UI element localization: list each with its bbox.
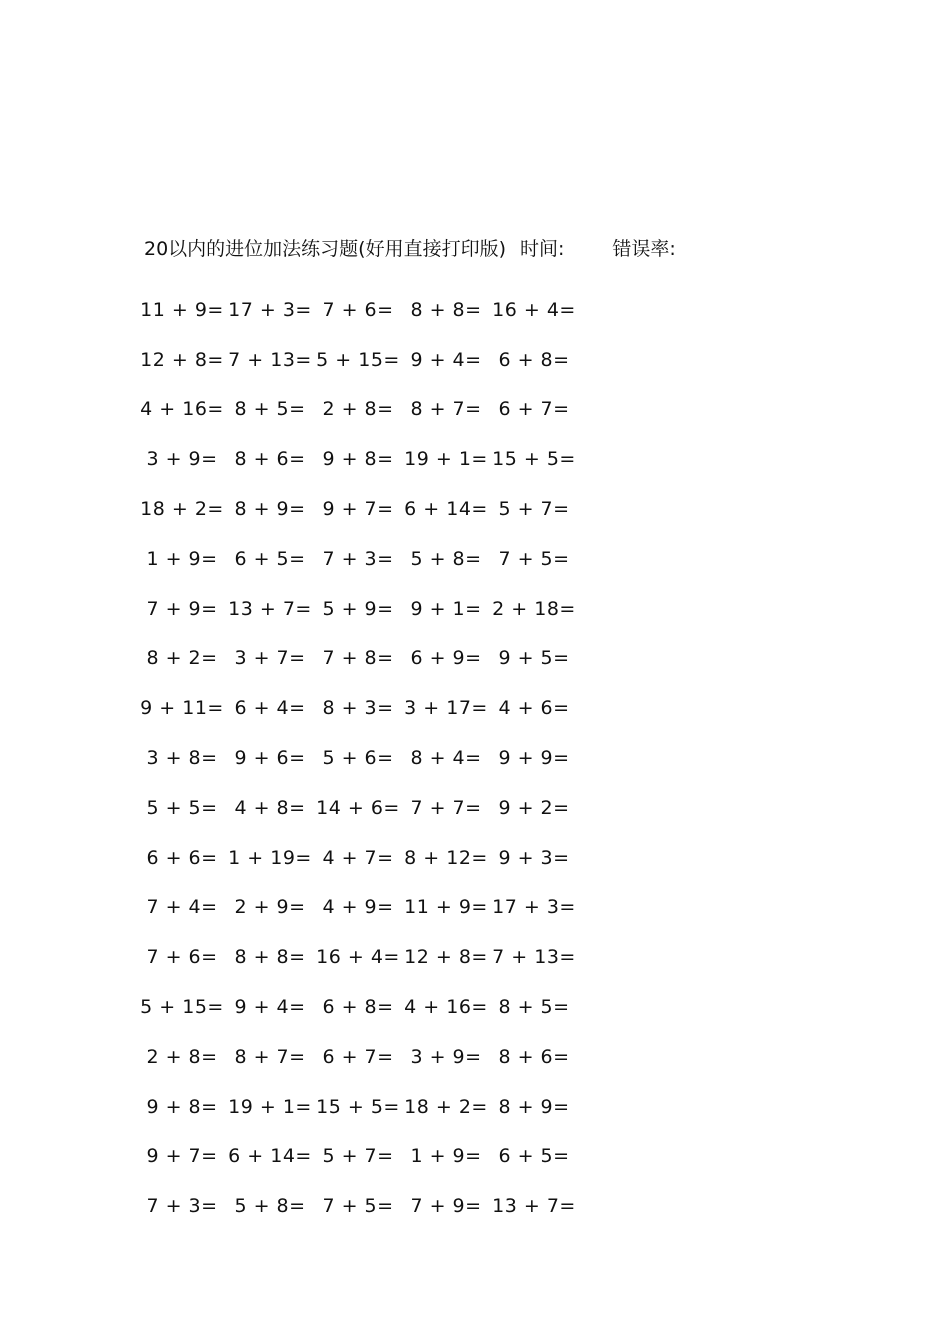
addition-problem: 8 + 4= (410, 747, 482, 770)
addition-problem: 6 + 14= (228, 1145, 312, 1168)
addition-problem: 4 + 6= (498, 697, 570, 720)
addition-problem: 5 + 15= (140, 996, 224, 1019)
addition-problem: 8 + 8= (234, 946, 306, 969)
problem-row (138, 1181, 598, 1231)
addition-problem: 6 + 5= (234, 547, 306, 570)
addition-problem: 18 + 2= (140, 498, 224, 521)
addition-problem: 8 + 7= (410, 398, 482, 421)
addition-problem: 7 + 7= (410, 796, 482, 819)
page-title: 20以内的进位加法练习题(好用直接打印版) (144, 238, 507, 260)
addition-problem: 14 + 6= (316, 796, 400, 819)
addition-problem: 6 + 8= (498, 348, 570, 371)
problem-row (138, 634, 598, 684)
addition-problem: 3 + 7= (234, 647, 306, 670)
addition-problem: 7 + 13= (492, 946, 576, 969)
addition-problem: 2 + 9= (234, 896, 306, 919)
addition-problem: 3 + 9= (410, 1045, 482, 1068)
addition-problem: 9 + 5= (498, 647, 570, 670)
addition-problem: 3 + 17= (404, 697, 488, 720)
problem-row (138, 683, 598, 733)
addition-problem: 7 + 5= (322, 1195, 394, 1218)
addition-problem: 1 + 19= (228, 846, 312, 869)
problem-row (138, 385, 598, 435)
addition-problem: 4 + 16= (404, 996, 488, 1019)
addition-problem: 7 + 5= (498, 547, 570, 570)
addition-problem: 11 + 9= (404, 896, 488, 919)
addition-problem: 16 + 4= (492, 298, 576, 321)
problem-row (138, 733, 598, 783)
addition-problem: 17 + 3= (228, 298, 312, 321)
problem-row (138, 982, 598, 1032)
addition-problem: 1 + 9= (410, 1145, 482, 1168)
addition-problem: 5 + 9= (322, 597, 394, 620)
addition-problem: 3 + 8= (146, 747, 218, 770)
addition-problem: 8 + 6= (498, 1045, 570, 1068)
addition-problem: 2 + 8= (322, 398, 394, 421)
addition-problem: 13 + 7= (228, 597, 312, 620)
addition-problem: 7 + 4= (146, 896, 218, 919)
addition-problem: 5 + 15= (316, 348, 400, 371)
addition-problem: 6 + 8= (322, 996, 394, 1019)
addition-problem: 8 + 12= (404, 846, 488, 869)
addition-problem: 4 + 16= (140, 398, 224, 421)
addition-problem: 7 + 3= (146, 1195, 218, 1218)
addition-problem: 4 + 9= (322, 896, 394, 919)
addition-problem: 6 + 14= (404, 498, 488, 521)
addition-problem: 15 + 5= (492, 448, 576, 471)
problem-row (138, 1082, 598, 1132)
addition-problem: 5 + 7= (322, 1145, 394, 1168)
addition-problem: 9 + 9= (498, 747, 570, 770)
addition-problem: 9 + 4= (410, 348, 482, 371)
addition-problem: 9 + 8= (322, 448, 394, 471)
addition-problem: 8 + 6= (234, 448, 306, 471)
problem-row (138, 335, 598, 385)
addition-problem: 5 + 7= (498, 498, 570, 521)
problem-row (138, 285, 598, 335)
addition-problem: 9 + 4= (234, 996, 306, 1019)
error-rate-label: 错误率: (612, 238, 676, 260)
addition-problem: 9 + 8= (146, 1095, 218, 1118)
addition-problem: 8 + 5= (498, 996, 570, 1019)
addition-problem: 19 + 1= (228, 1095, 312, 1118)
addition-problem: 8 + 2= (146, 647, 218, 670)
addition-problem: 9 + 1= (410, 597, 482, 620)
problem-row (138, 932, 598, 982)
addition-problem: 19 + 1= (404, 448, 488, 471)
problem-row (138, 883, 598, 933)
addition-problem: 5 + 8= (234, 1195, 306, 1218)
addition-problem: 4 + 8= (234, 796, 306, 819)
addition-problem: 7 + 3= (322, 547, 394, 570)
addition-problem: 7 + 6= (146, 946, 218, 969)
problem-row (138, 1132, 598, 1182)
worksheet-header (144, 236, 676, 262)
addition-problem: 5 + 6= (322, 747, 394, 770)
addition-problem: 12 + 8= (140, 348, 224, 371)
addition-problem: 2 + 18= (492, 597, 576, 620)
problem-row (138, 534, 598, 584)
time-label: 时间: (520, 238, 565, 260)
addition-problem: 13 + 7= (492, 1195, 576, 1218)
addition-problem: 6 + 7= (498, 398, 570, 421)
problem-row (138, 833, 598, 883)
addition-problem: 9 + 2= (498, 796, 570, 819)
addition-problem: 3 + 9= (146, 448, 218, 471)
problem-row (138, 584, 598, 634)
addition-problem: 8 + 9= (234, 498, 306, 521)
addition-problem: 5 + 5= (146, 796, 218, 819)
addition-problem: 7 + 6= (322, 298, 394, 321)
addition-problem: 12 + 8= (404, 946, 488, 969)
addition-problem: 1 + 9= (146, 547, 218, 570)
addition-problem: 9 + 7= (146, 1145, 218, 1168)
addition-problem: 6 + 6= (146, 846, 218, 869)
addition-problem: 6 + 5= (498, 1145, 570, 1168)
addition-problem: 11 + 9= (140, 298, 224, 321)
addition-problem: 6 + 4= (234, 697, 306, 720)
addition-problem: 9 + 7= (322, 498, 394, 521)
addition-problem: 16 + 4= (316, 946, 400, 969)
addition-problem: 7 + 8= (322, 647, 394, 670)
addition-problem: 18 + 2= (404, 1095, 488, 1118)
addition-problem: 15 + 5= (316, 1095, 400, 1118)
addition-problem: 9 + 6= (234, 747, 306, 770)
addition-problem: 2 + 8= (146, 1045, 218, 1068)
addition-problem: 7 + 9= (146, 597, 218, 620)
addition-problem: 7 + 13= (228, 348, 312, 371)
problem-row (138, 783, 598, 833)
addition-problem: 17 + 3= (492, 896, 576, 919)
problem-row (138, 1032, 598, 1082)
addition-problem: 9 + 3= (498, 846, 570, 869)
addition-problem: 5 + 8= (410, 547, 482, 570)
problem-row (138, 434, 598, 484)
problem-grid (138, 285, 598, 1231)
addition-problem: 6 + 9= (410, 647, 482, 670)
addition-problem: 8 + 7= (234, 1045, 306, 1068)
addition-problem: 4 + 7= (322, 846, 394, 869)
addition-problem: 6 + 7= (322, 1045, 394, 1068)
problem-row (138, 484, 598, 534)
addition-problem: 8 + 9= (498, 1095, 570, 1118)
addition-problem: 8 + 5= (234, 398, 306, 421)
addition-problem: 9 + 11= (140, 697, 224, 720)
addition-problem: 8 + 8= (410, 298, 482, 321)
addition-problem: 7 + 9= (410, 1195, 482, 1218)
addition-problem: 8 + 3= (322, 697, 394, 720)
